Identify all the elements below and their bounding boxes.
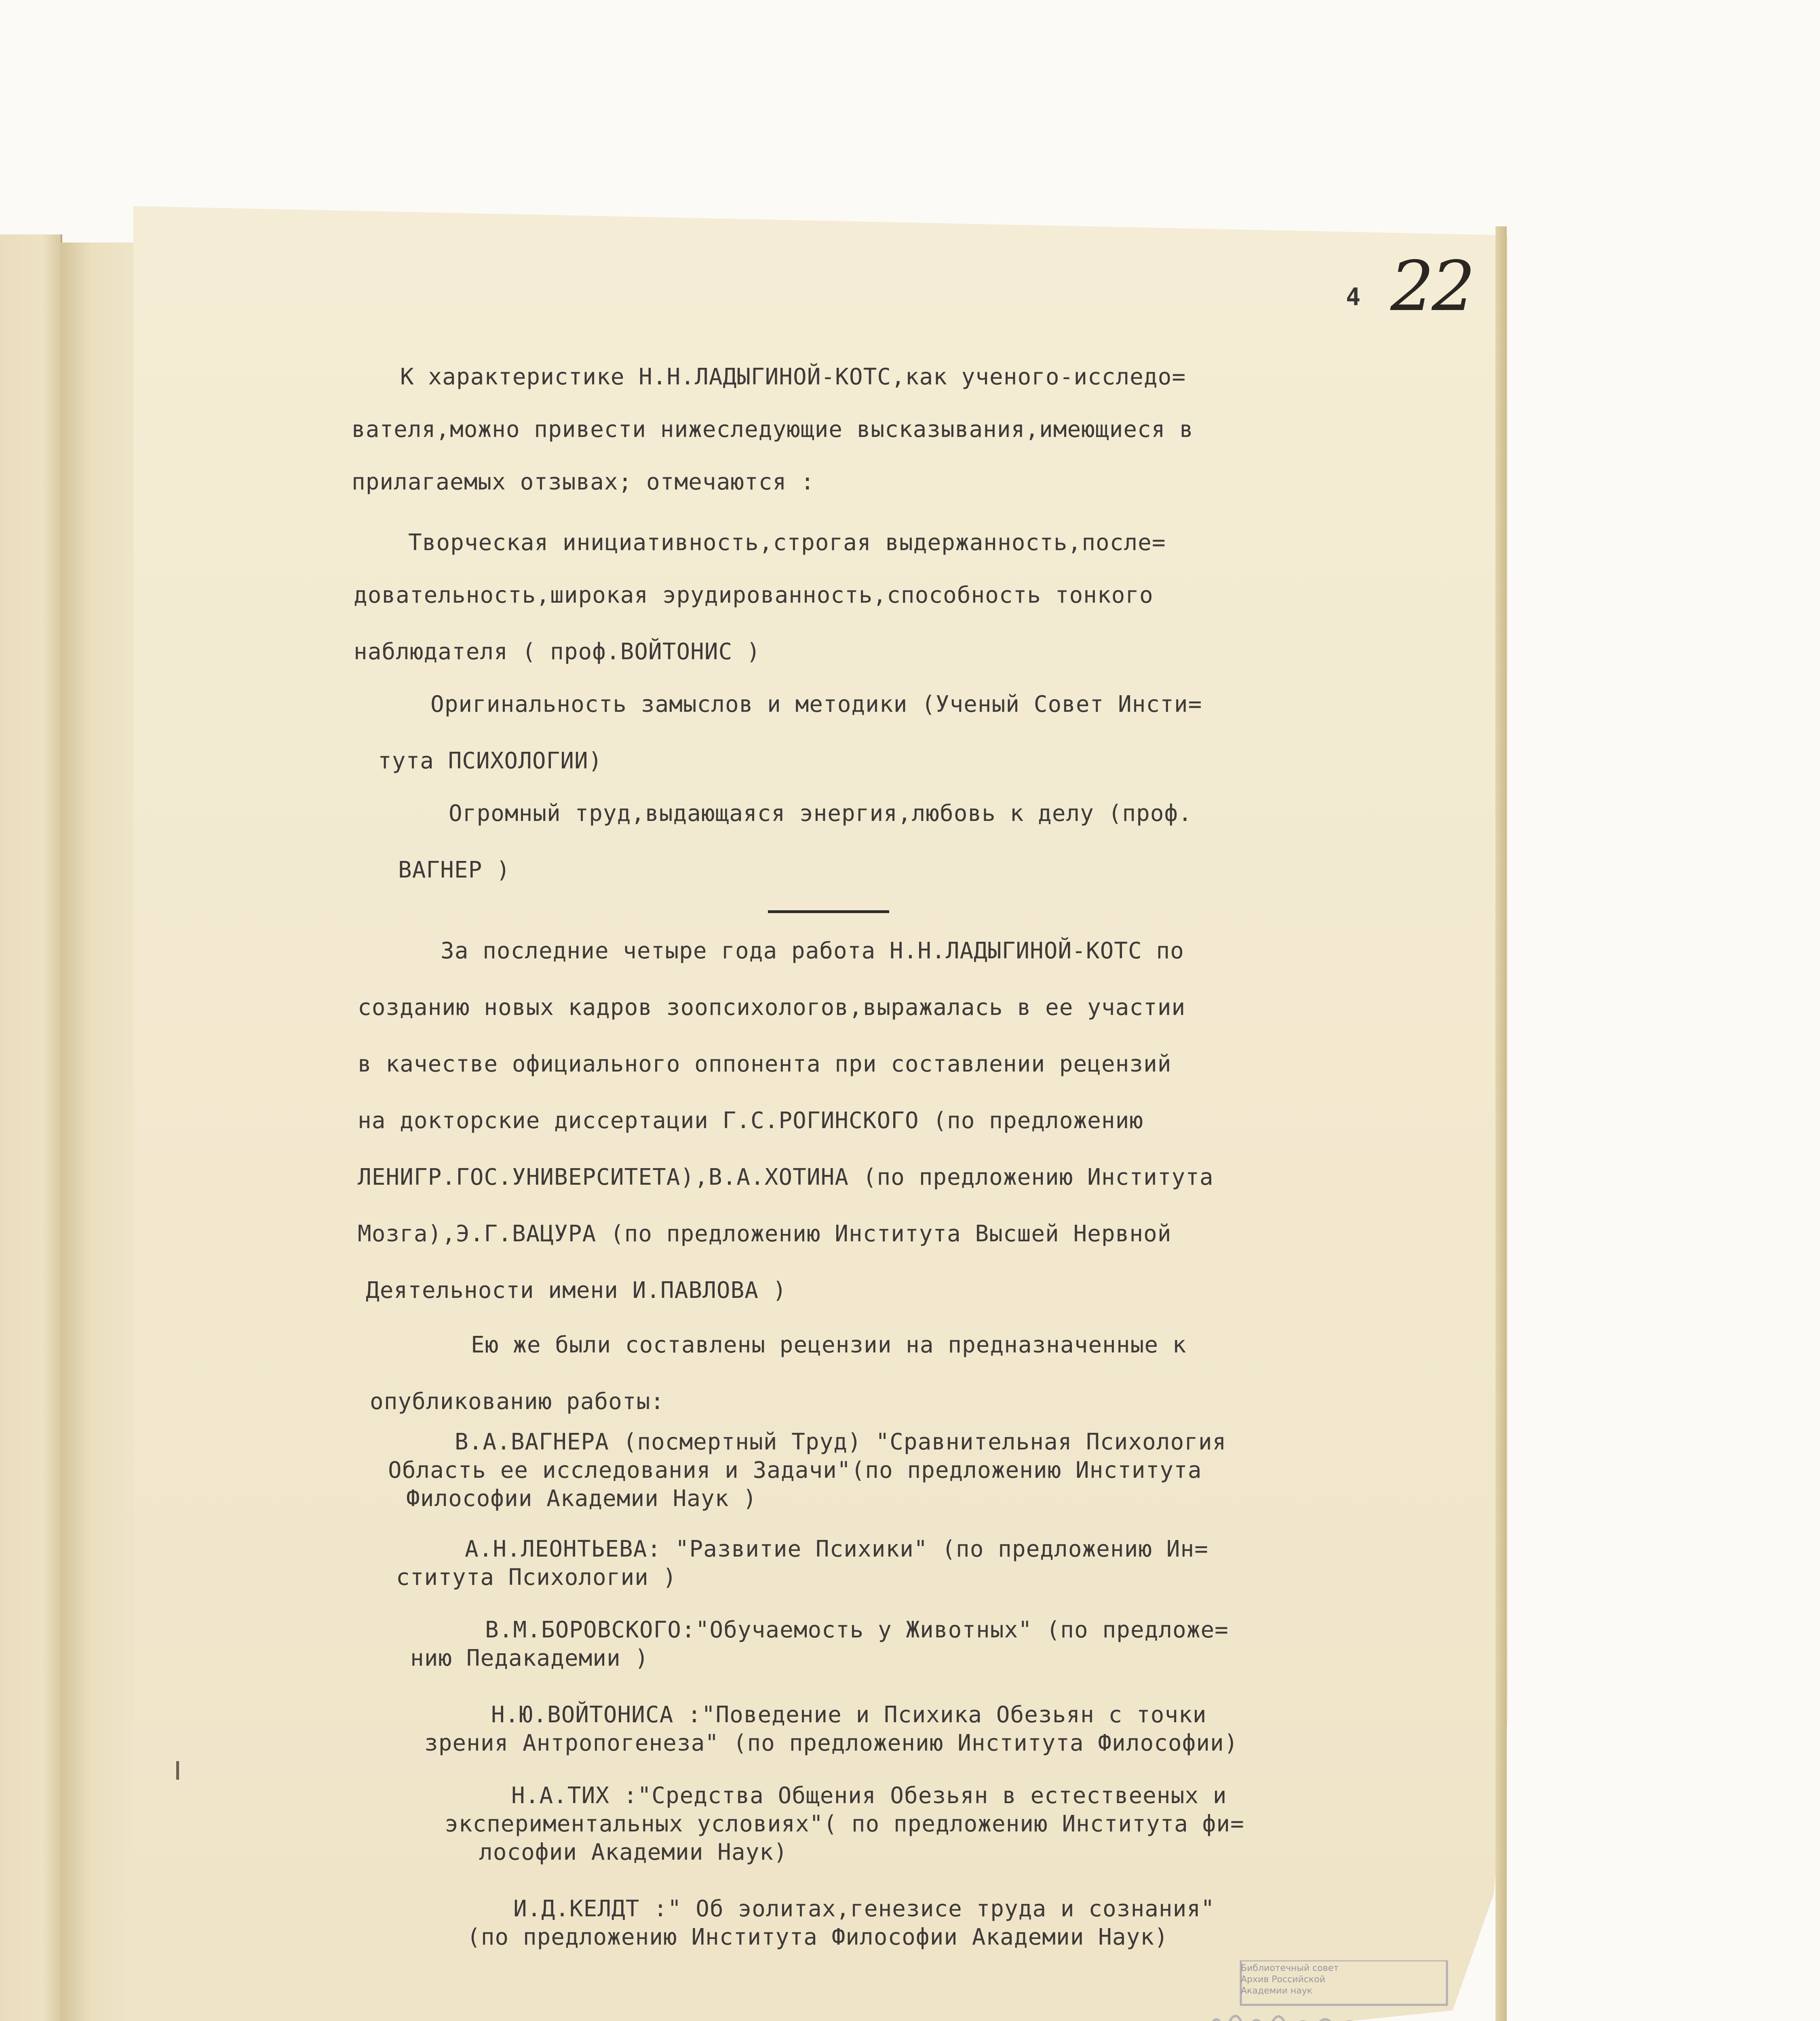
text-line: Мозга),Э.Г.ВАЦУРА (по предложению Института Высшей Нервной bbox=[358, 1221, 1172, 1247]
review-line: лософии Академии Наук) bbox=[479, 1839, 788, 1865]
text-line: ВАГНЕР ) bbox=[398, 857, 510, 883]
review-line: нию Педакадемии ) bbox=[410, 1645, 649, 1671]
review-line: В.А.ВАГНЕРА (посмертный Труд) "Сравнительная Психология bbox=[455, 1429, 1227, 1455]
text-line: Ею же были составлены рецензии на предназначенные к bbox=[471, 1332, 1187, 1358]
text-line: За последние четыре года работа Н.Н.ЛАДЫГИНОЙ-КОТС по bbox=[441, 938, 1184, 964]
text-line: ЛЕНИГР.ГОС.УНИВЕРСИТЕТА),В.А.ХОТИНА (по предложению Института bbox=[358, 1164, 1214, 1190]
page-number: 4 bbox=[1346, 283, 1361, 311]
stamp-line: Библиотечный совет bbox=[1241, 1963, 1339, 1973]
review-line: (по предложению Института Философии Академии Наук) bbox=[467, 1924, 1168, 1950]
text-line: наблюдателя ( проф.ВОЙТОНИС ) bbox=[354, 639, 761, 665]
review-line: ститута Психологии ) bbox=[396, 1564, 677, 1591]
section-divider bbox=[768, 910, 889, 913]
review-line: Область ее исследования и Задачи"(по предложению Института bbox=[388, 1457, 1202, 1483]
review-line: В.М.БОРОВСКОГО:"Обучаемость у Животных" (по предложе= bbox=[485, 1617, 1229, 1643]
review-line: экспериментальных условиях"( по предложению Института фи= bbox=[445, 1811, 1244, 1837]
review-line: Философии Академии Наук ) bbox=[406, 1485, 757, 1512]
review-line: зрения Антропогенеза" (по предложению Института Философии) bbox=[424, 1730, 1238, 1756]
review-line: А.Н.ЛЕОНТЬЕВА: "Развитие Психики" (по предложению Ин= bbox=[465, 1536, 1208, 1562]
text-line: созданию новых кадров зоопсихологов,выражалась в ее участии bbox=[358, 994, 1186, 1021]
review-line: Н.А.ТИХ :"Средства Общения Обезьян в естествееных и bbox=[511, 1783, 1227, 1809]
text-line: Огромный труд,выдающаяся энергия,любовь к делу (проф. bbox=[449, 800, 1192, 827]
stamp-line: Архив Российской bbox=[1241, 1975, 1325, 1985]
text-line: на докторские диссертации Г.С.РОГИНСКОГО (по предложению bbox=[358, 1108, 1144, 1134]
text-line: К характеристике Н.Н.ЛАДЫГИНОЙ-КОТС,как ученого-исследо= bbox=[400, 364, 1186, 390]
text-line: вателя,можно привести нижеследующие высказывания,имеющиеся в bbox=[352, 416, 1194, 443]
text-line: довательность,широкая эрудированность,способность тонкого bbox=[354, 582, 1154, 608]
stamp-text bbox=[1241, 1963, 1443, 2003]
text-line: в качестве официального оппонента при составлении рецензий bbox=[358, 1051, 1172, 1077]
review-line: Н.Ю.ВОЙТОНИСА :"Поведение и Психика Обезьян с точки bbox=[491, 1702, 1207, 1728]
stamp-line: Академии наук bbox=[1241, 1986, 1312, 1996]
text-line: прилагаемых отзывах; отмечаются : bbox=[352, 469, 815, 495]
text-line: Творческая инициативность,строгая выдержанность,после= bbox=[408, 530, 1166, 556]
text-line: тута ПСИХОЛОГИИ) bbox=[378, 748, 603, 774]
text-line: Оригинальность замыслов и методики (Ученый Совет Инсти= bbox=[430, 691, 1202, 717]
handwritten-page-number: 22 bbox=[1390, 247, 1473, 327]
text-line: опубликованию работы: bbox=[370, 1388, 665, 1415]
review-line: И.Д.КЕЛДТ :" Об эолитах,генезисе труда и сознания" bbox=[513, 1896, 1215, 1922]
archive-stamp bbox=[1196, 1960, 1455, 2021]
text-line: Деятельности имени И.ПАВЛОВА ) bbox=[366, 1277, 787, 1304]
